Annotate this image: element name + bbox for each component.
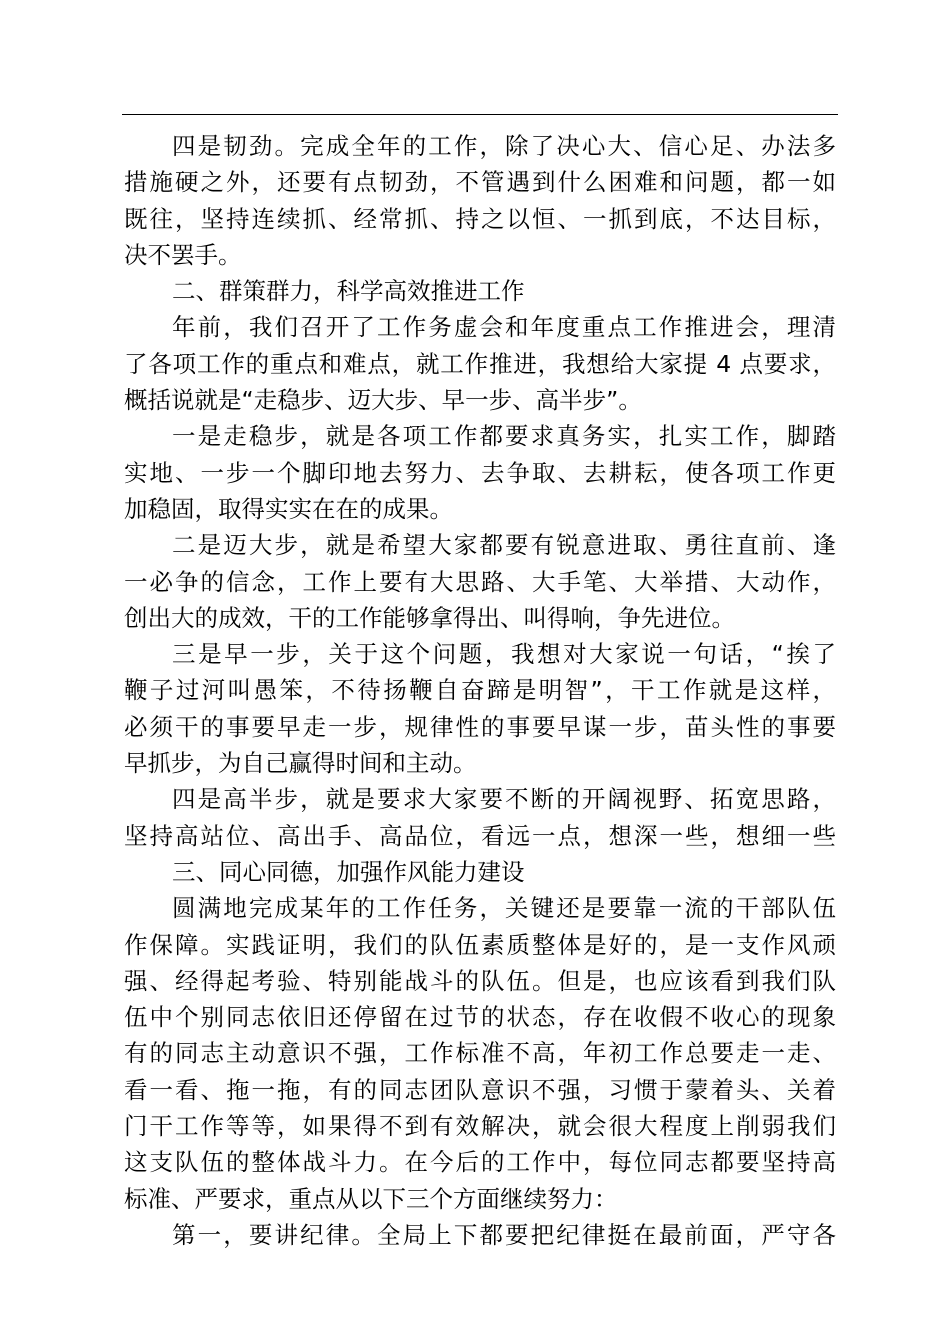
paragraph-line: 年前，我们召开了工作务虚会和年度重点工作推进会，理清 <box>172 313 836 342</box>
paragraph-line: 一必争的信念，工作上要有大思路、大手笔、大举措、大动作， <box>124 567 836 596</box>
paragraph-line: 作保障。实践证明，我们的队伍素质整体是好的，是一支作风顽 <box>124 930 836 959</box>
paragraph-line: 决不罢手。 <box>124 240 242 269</box>
paragraph-line: 第一，要讲纪律。全局上下都要把纪律挺在最前面，严守各 <box>172 1220 836 1249</box>
section-heading: 三、同心同德，加强作风能力建设 <box>172 857 525 886</box>
paragraph-line: 措施硬之外，还要有点韧劲，不管遇到什么困难和问题，都一如 <box>124 168 836 197</box>
paragraph-line: 四是高半步，就是要求大家要不断的开阔视野、拓宽思路， <box>172 785 836 814</box>
paragraph-line: 伍中个别同志依旧还停留在过节的状态，存在收假不收心的现象 <box>124 1003 836 1032</box>
section-heading: 二、群策群力，科学高效推进工作 <box>172 277 525 306</box>
paragraph-line: 四是韧劲。完成全年的工作，除了决心大、信心足、办法多 <box>172 132 836 160</box>
paragraph-line: 必须干的事要早走一步，规律性的事要早谋一步，苗头性的事要 <box>124 712 836 741</box>
paragraph-line: 二是迈大步，就是希望大家都要有锐意进取、勇往直前、逢 <box>172 531 836 560</box>
paragraph-line: 概括说就是“走稳步、迈大步、早一步、高半步”。 <box>124 386 642 415</box>
header-rule <box>122 114 838 115</box>
paragraph-line: 坚持高站位、高出手、高品位，看远一点，想深一些，想细一些 <box>124 821 836 850</box>
paragraph-line: 门干工作等等，如果得不到有效解决，就会很大程度上削弱我们 <box>124 1112 836 1141</box>
paragraph-line: 实地、一步一个脚印地去努力、去争取、去耕耘，使各项工作更 <box>124 458 836 487</box>
paragraph-line: 强、经得起考验、特别能战斗的队伍。但是，也应该看到我们队 <box>124 966 836 995</box>
paragraph-line: 这支队伍的整体战斗力。在今后的工作中，每位同志都要坚持高 <box>124 1148 836 1177</box>
paragraph-line: 标准、严要求，重点从以下三个方面继续努力： <box>124 1184 618 1213</box>
paragraph-line: 既往，坚持连续抓、经常抓、持之以恒、一抓到底，不达目标， <box>124 204 836 233</box>
document-body <box>124 128 836 1253</box>
paragraph-line: 鞭子过河叫愚笨，不待扬鞭自奋蹄是明智”，干工作就是这样， <box>124 676 836 705</box>
paragraph-line: 一是走稳步，就是各项工作都要求真务实，扎实工作，脚踏 <box>172 422 836 451</box>
paragraph-line: 创出大的成效，干的工作能够拿得出、叫得响，争先进位。 <box>124 603 735 632</box>
paragraph-line: 了各项工作的重点和难点，就工作推进，我想给大家提 4 点要求， <box>124 349 836 378</box>
paragraph-line: 加稳固，取得实实在在的成果。 <box>124 494 453 523</box>
paragraph-line: 圆满地完成某年的工作任务，关键还是要靠一流的干部队伍 <box>172 894 836 923</box>
paragraph-line: 三是早一步，关于这个问题，我想对大家说一句话，“挨了 <box>172 640 836 669</box>
paragraph-line: 早抓步，为自己赢得时间和主动。 <box>124 749 477 778</box>
paragraph-line: 有的同志主动意识不强，工作标准不高，年初工作总要走一走、 <box>124 1039 836 1068</box>
paragraph-line: 看一看、拖一拖，有的同志团队意识不强，习惯于蒙着头、关着 <box>124 1075 836 1104</box>
